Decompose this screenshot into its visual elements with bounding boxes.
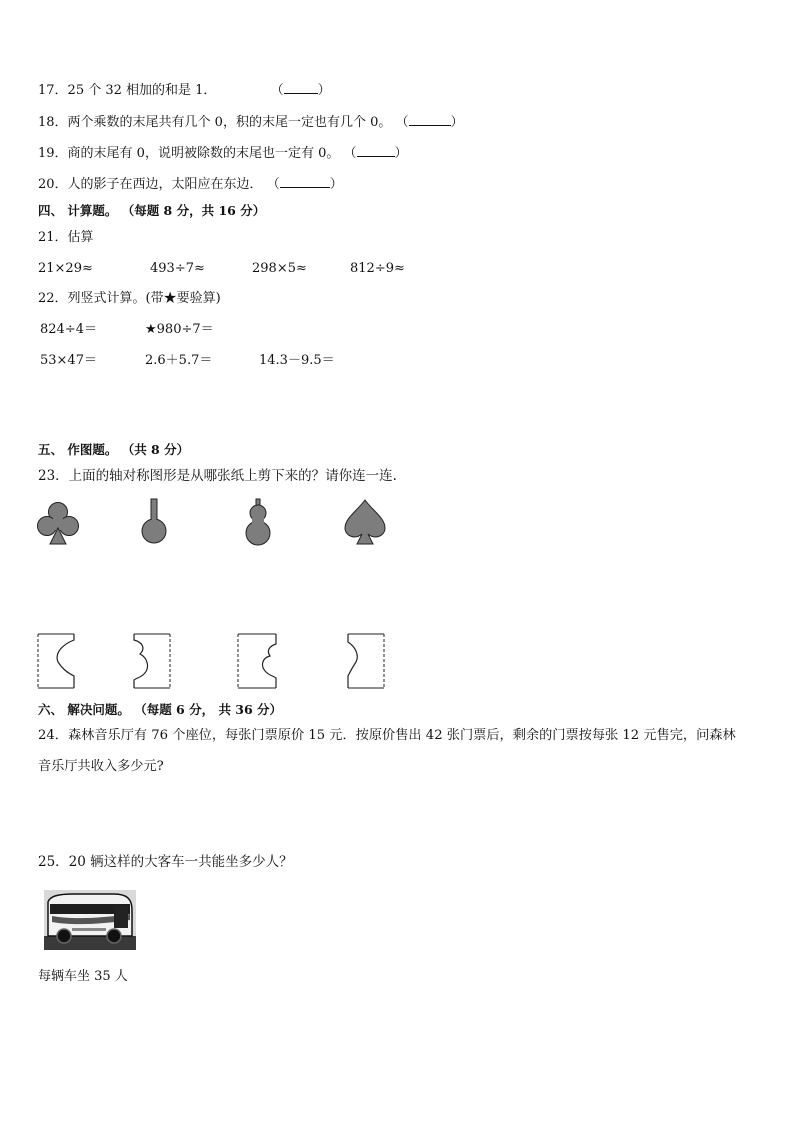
bus-image xyxy=(44,890,136,950)
question-17 xyxy=(38,82,331,100)
question-20-text: 20．人的影子在西边，太阳应在东边． xyxy=(38,177,263,192)
answer-blank-17[interactable]: （ ） xyxy=(270,83,331,98)
question-18 xyxy=(38,114,464,132)
vertical-calc-5: 14.3－9.5＝ xyxy=(259,353,335,368)
vertical-calc-1: 824÷4＝ xyxy=(40,322,97,337)
bus-caption: 每辆车坐 35 人 xyxy=(38,969,128,984)
answer-blank-19[interactable]: （ ） xyxy=(343,146,408,161)
section-4-heading: 四、 计算题。 （每题 8 分，共 16 分） xyxy=(38,203,266,218)
question-20 xyxy=(38,176,343,194)
section-5-heading: 五、 作图题。 （共 8 分） xyxy=(38,442,190,457)
question-24-line-1: 24．森林音乐厅有 76 个座位，每张门票原价 15 元．按原价售出 42 张门票后，剩余的门票按每张 12 元售完，问森林 xyxy=(38,728,736,743)
question-19 xyxy=(38,145,408,163)
paper-3[interactable] xyxy=(236,632,280,690)
bottle-icon[interactable] xyxy=(140,498,168,548)
question-19-text: 19．商的末尾有 0，说明被除数的末尾也一定有 0。 xyxy=(38,146,340,161)
question-21-title: 21．估算 xyxy=(38,230,94,245)
vertical-calc-3: 53×47＝ xyxy=(40,353,97,368)
paper-2[interactable] xyxy=(130,632,174,690)
estimate-expr-3: 298×5≈ xyxy=(252,261,307,276)
section-6-heading: 六、 解决问题。 （每题 6 分， 共 36 分） xyxy=(38,702,283,717)
estimate-expr-4: 812÷9≈ xyxy=(350,261,405,276)
gourd-icon[interactable] xyxy=(243,498,273,548)
question-22-title: 22．列竖式计算。(带★要验算) xyxy=(38,291,221,306)
vertical-calc-2: ★980÷7＝ xyxy=(145,322,214,337)
question-17-text: 17．25 个 32 相加的和是 1． xyxy=(38,83,217,98)
paper-1[interactable] xyxy=(36,632,78,690)
spade-icon[interactable] xyxy=(342,498,388,548)
question-24-line-2: 音乐厅共收入多少元? xyxy=(38,759,164,774)
paper-4[interactable] xyxy=(344,632,388,690)
question-18-text: 18．两个乘数的末尾共有几个 0，积的末尾一定也有几个 0。 xyxy=(38,115,392,130)
question-25-title: 25．20 辆这样的大客车一共能坐多少人？ xyxy=(38,854,293,870)
club-icon[interactable] xyxy=(36,500,80,548)
estimate-expr-1: 21×29≈ xyxy=(38,261,93,276)
answer-blank-18[interactable]: （ ） xyxy=(395,115,464,130)
answer-blank-20[interactable]: （ ） xyxy=(266,177,343,192)
estimate-expr-2: 493÷7≈ xyxy=(150,261,205,276)
question-23-title: 23．上面的轴对称图形是从哪张纸上剪下来的？请你连一连. xyxy=(38,468,397,484)
vertical-calc-4: 2.6＋5.7＝ xyxy=(145,353,213,368)
